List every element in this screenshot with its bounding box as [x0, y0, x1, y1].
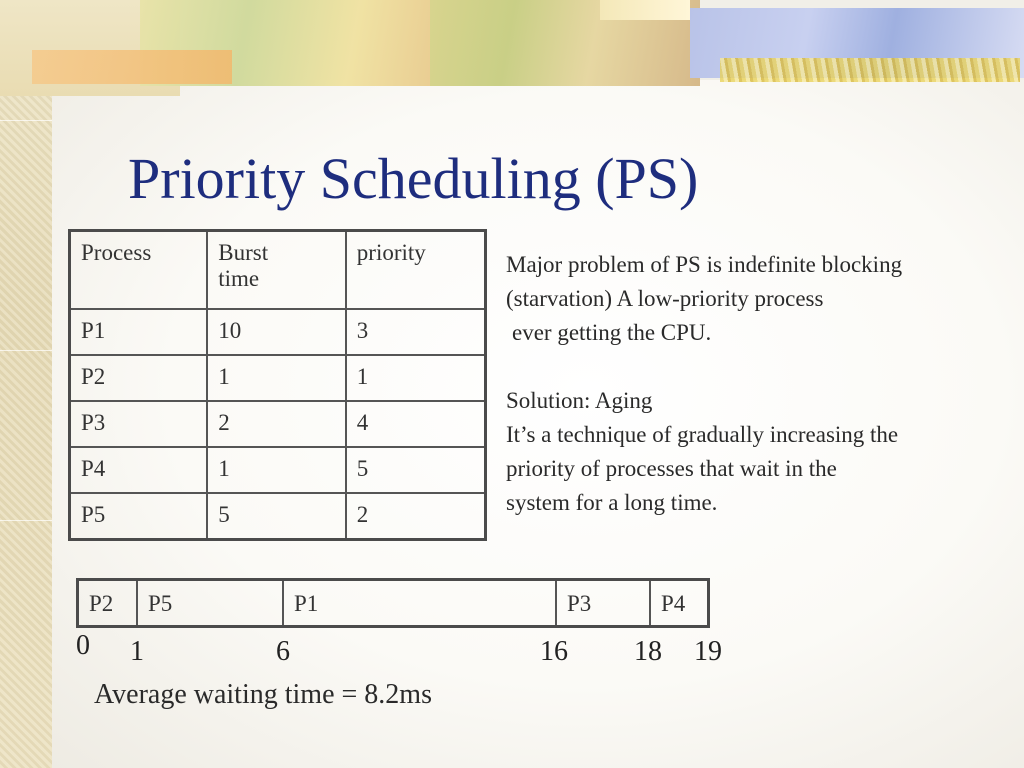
- table-row: [70, 355, 486, 401]
- gantt-tick-label: 0: [76, 630, 90, 661]
- gantt-tick-label: 18: [634, 636, 662, 667]
- header-burst-time: Burst time: [207, 231, 346, 310]
- table-row: [70, 309, 486, 355]
- cell-priority: 3: [346, 309, 486, 355]
- cell-process: P2: [70, 355, 208, 401]
- table-row: [70, 493, 486, 540]
- solution-heading: Solution: Aging: [506, 388, 653, 413]
- header-process: Process: [70, 231, 208, 310]
- header-priority: priority: [346, 231, 486, 310]
- cell-burst: 10: [207, 309, 346, 355]
- table-header-row: [70, 231, 486, 310]
- gantt-tick-label: 16: [540, 636, 568, 667]
- decorative-banner: [0, 0, 1024, 96]
- cell-process: P1: [70, 309, 208, 355]
- cell-priority: 5: [346, 447, 486, 493]
- cell-process: P3: [70, 401, 208, 447]
- gantt-tick-label: 6: [276, 636, 290, 667]
- cell-process: P5: [70, 493, 208, 540]
- gantt-segment-p5: P5: [138, 581, 284, 625]
- cell-burst: 5: [207, 493, 346, 540]
- cell-burst: 1: [207, 355, 346, 401]
- gantt-segment-p1: P1: [284, 581, 557, 625]
- gantt-segment-p2: P2: [79, 581, 138, 625]
- notes-text-block: [506, 248, 1006, 520]
- note-line: priority of processes that wait in the: [506, 456, 837, 481]
- note-line: It’s a technique of gradually increasing the: [506, 422, 899, 447]
- gantt-segment-p4: P4: [661, 591, 686, 616]
- note-line: (starvation) A low-priority process: [506, 286, 824, 311]
- cell-priority: 4: [346, 401, 486, 447]
- gantt-tick-label: 1: [130, 636, 144, 667]
- note-line: system for a long time.: [506, 490, 718, 515]
- gantt-chart: [76, 578, 710, 628]
- note-line: ever getting the CPU.: [512, 320, 712, 345]
- process-table: [68, 229, 487, 541]
- cell-burst: 1: [207, 447, 346, 493]
- cell-burst: 2: [207, 401, 346, 447]
- note-line: Major problem of PS is indefinite blocking: [506, 252, 903, 277]
- table-row: [70, 401, 486, 447]
- table-row: [70, 447, 486, 493]
- cell-priority: 2: [346, 493, 486, 540]
- average-waiting-time: Average waiting time = 8.2ms: [94, 679, 432, 710]
- cell-priority: 1: [346, 355, 486, 401]
- slide-title: Priority Scheduling (PS): [128, 146, 699, 211]
- gantt-tick-label: 19: [694, 636, 722, 667]
- cell-process: P4: [70, 447, 208, 493]
- left-texture-strip: [0, 0, 52, 768]
- gantt-segment-p3: P3: [557, 581, 651, 625]
